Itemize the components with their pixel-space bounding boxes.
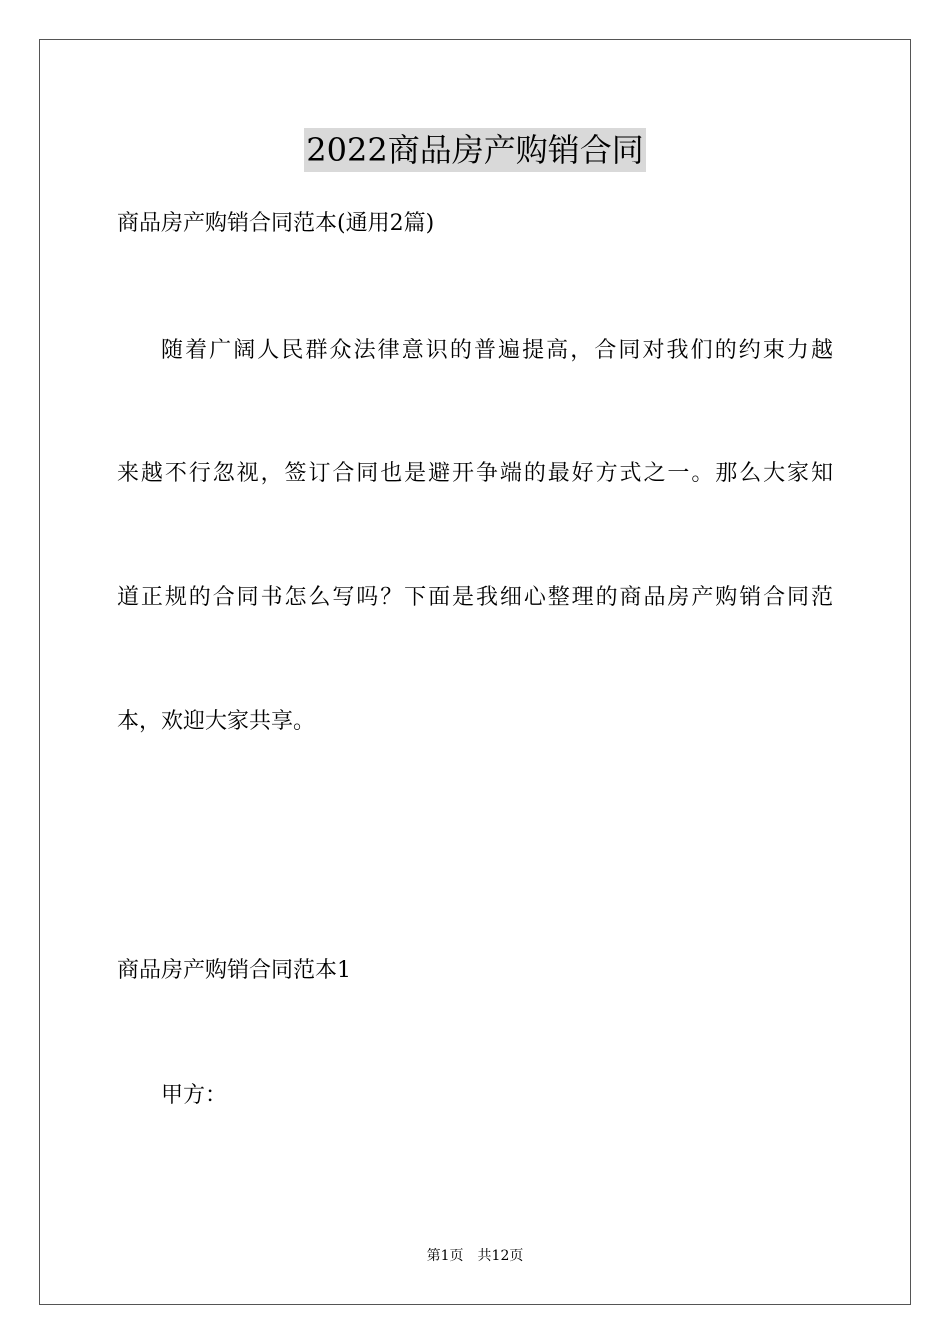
- document-title: 2022商品房产购销合同: [304, 128, 645, 172]
- intro-paragraph-line: 随着广阔人民群众法律意识的普遍提高，合同对我们的约束力越: [161, 338, 833, 363]
- party-a-label: 甲方：: [161, 1083, 228, 1108]
- page-number-current: 第1页: [426, 1248, 464, 1264]
- intro-paragraph-line: 道正规的合同书怎么写吗？下面是我细心整理的商品房产购销合同范: [117, 585, 833, 610]
- page-number-total: 共12页: [477, 1248, 524, 1264]
- intro-paragraph-line: 本，欢迎大家共享。: [117, 709, 316, 734]
- page-footer: [0, 1246, 950, 1266]
- document-subtitle: 商品房产购销合同范本(通用2篇): [117, 211, 435, 236]
- section-heading: 商品房产购销合同范本1: [117, 958, 351, 983]
- intro-paragraph-line: 来越不行忽视，签订合同也是避开争端的最好方式之一。那么大家知: [117, 461, 833, 486]
- title-container: [0, 128, 950, 172]
